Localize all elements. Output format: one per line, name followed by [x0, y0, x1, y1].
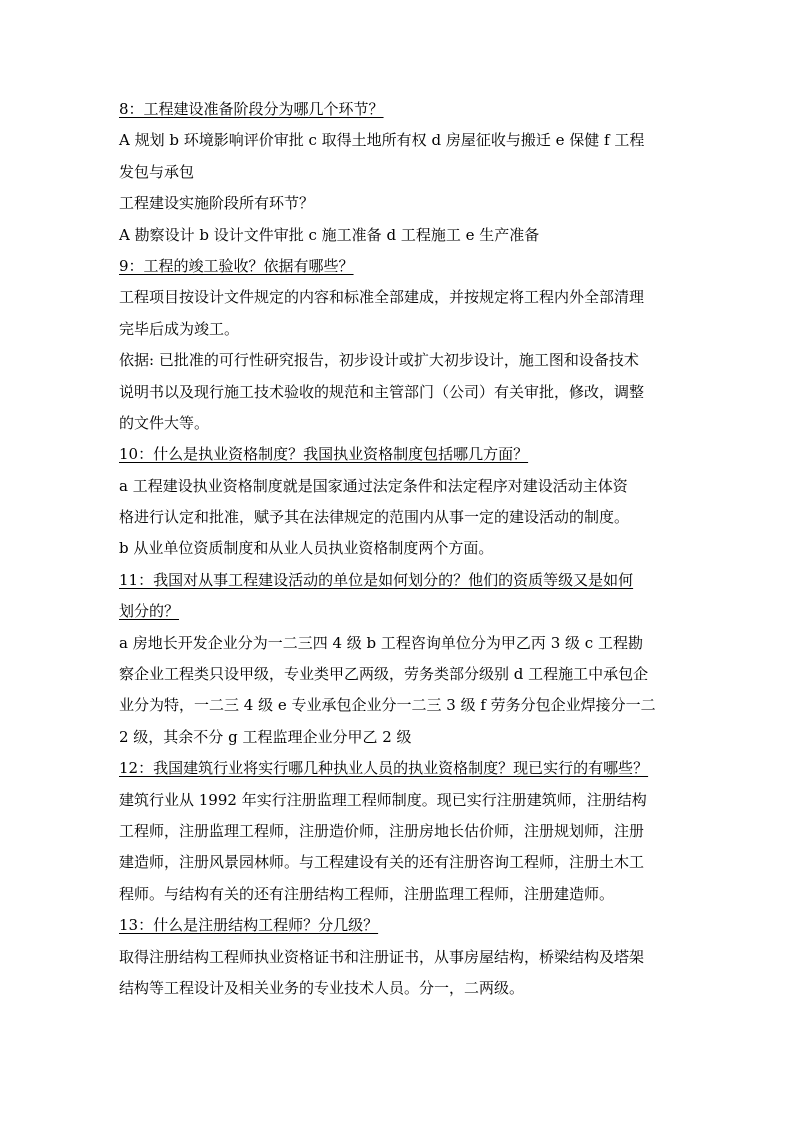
text-line: 建造师，注册风景园林师。与工程建设有关的还有注册咨询工程师，注册土木工	[119, 853, 645, 872]
question-heading-line: 10：什么是执业资格制度？我国执业资格制度包括哪几方面？	[119, 445, 529, 464]
question-heading-line: 8：工程建设准备阶段分为哪几个环节？	[119, 100, 384, 118]
text-line: 的文件大等。	[119, 413, 210, 432]
question-heading-line: 12：我国建筑行业将实行哪几种执业人员的执业资格制度？现已实行的有哪些？	[119, 759, 649, 778]
text-line: 依据: 已批准的可行性研究报告，初步设计或扩大初步设计，施工图和设备技术	[119, 351, 639, 370]
text-line: 发包与承包	[119, 162, 195, 181]
text-line: 建筑行业从 1992 年实行注册监理工程师制度。现已实行注册建筑师，注册结构	[119, 790, 647, 809]
document-body	[119, 94, 679, 1004]
text-line: 业分为特，一二三 4 级 e 专业承包企业分一二三 3 级 f 劳务分包企业焊接分一二	[119, 696, 656, 715]
text-line: 完毕后成为竣工。	[119, 319, 240, 338]
text-line: 结构等工程设计及相关业务的专业技术人员。分一，二两级。	[119, 978, 525, 997]
text-line: 工程师，注册监理工程师，注册造价师，注册房地长估价师，注册规划师，注册	[119, 821, 645, 840]
text-line: 说明书以及现行施工技术验收的规范和主管部门（公司）有关审批，修改，调整	[119, 382, 645, 401]
text-line: 工程项目按设计文件规定的内容和标准全部建成，并按规定将工程内外全部清理	[119, 288, 645, 307]
text-line: 取得注册结构工程师执业资格证书和注册证书，从事房屋结构，桥梁结构及塔架	[119, 947, 645, 966]
text-line: 程师。与结构有关的还有注册结构工程师，注册监理工程师，注册建造师。	[119, 884, 615, 903]
text-line: b 从业单位资质制度和从业人员执业资格制度两个方面。	[119, 539, 494, 558]
text-line: a 工程建设执业资格制度就是国家通过法定条件和法定程序对建设活动主体资	[119, 476, 628, 495]
text-line: 工程建设实施阶段所有环节？	[119, 194, 315, 213]
text-line: A 规划 b 环境影响评价审批 c 取得土地所有权 d 房屋征收与搬迁 e 保健 f 工程	[119, 131, 645, 150]
text-line: 察企业工程类只设甲级，专业类甲乙两级，劳务类部分级别 d 工程施工中承包企	[119, 665, 649, 684]
text-line: A 勘察设计 b 设计文件审批 c 施工准备 d 工程施工 e 生产准备	[119, 225, 540, 244]
question-heading-line: 13：什么是注册结构工程师？分几级？	[119, 916, 379, 935]
question-heading-line: 划分的？	[119, 602, 180, 621]
text-line: a 房地长开发企业分为一二三四 4 级 b 工程咨询单位分为甲乙丙 3 级 c 工程勘	[119, 633, 643, 652]
question-heading-line: 9：工程的竣工验收？依据有哪些？	[119, 256, 354, 275]
text-line: 格进行认定和批准，赋予其在法律规定的范围内从事一定的建设活动的制度。	[119, 508, 630, 527]
text-line: 2 级，其余不分 g 工程监理企业分甲乙 2 级	[119, 727, 412, 746]
question-heading-line: 11：我国对从事工程建设活动的单位是如何划分的？他们的资质等级又是如何	[119, 570, 634, 589]
